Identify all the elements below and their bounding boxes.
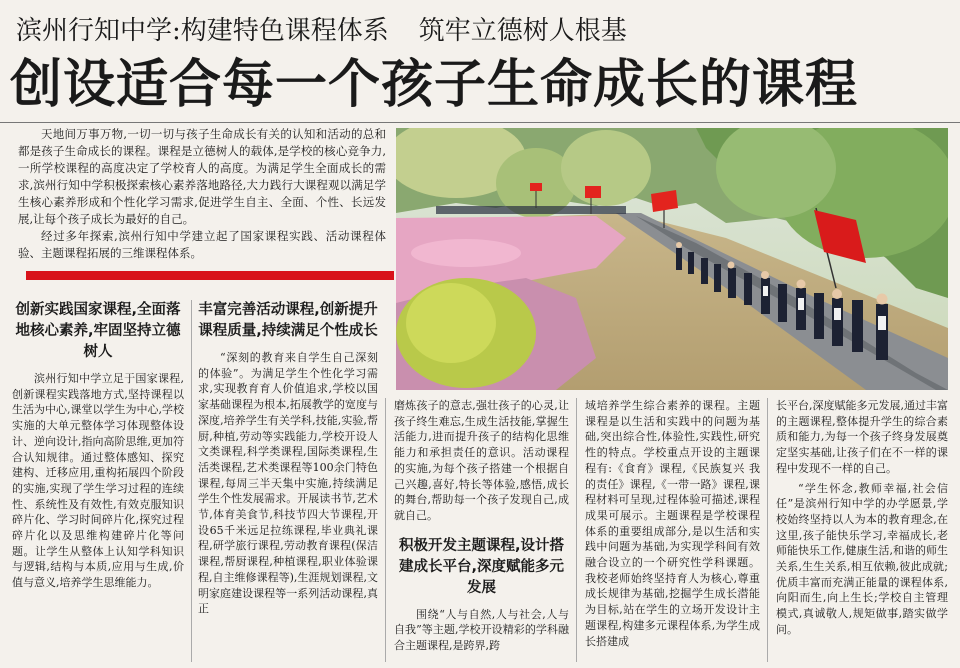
column-divider (767, 398, 768, 662)
column-4 (585, 398, 760, 649)
headline: 创设适合每一个孩子生命成长的课程 (10, 54, 859, 115)
column-divider (576, 398, 577, 662)
column-3-body-bottom: 围绕“人与自然,人与社会,人与自我”等主题,学校开设精彩的学科融合主题课程,是跨界,跨 (394, 607, 569, 653)
section-heading-theme: 积极开发主题课程,设计搭建成长平台,深度赋能多元发展 (398, 537, 564, 596)
red-accent-bar (26, 271, 394, 280)
column-1 (12, 296, 184, 591)
column-5-paragraph-2: “学生怀念,教师幸福,社会信任”是滨州行知中学的办学愿景,学校始终坚持以人为本的教育理念,在这里,孩子能快乐学习,幸福成长,老师能快乐工作,健康生活,和谐的师生关系,生生关系,相互依赖,彼此成就;优质丰富而充满正能量的课程体系,向阳而生,向上生长;学校自主管理模式,真诚敬人,规矩做事,踏实做学问。 (776, 481, 948, 636)
intro-paragraph-2: 经过多年探索,滨州行知中学建立起了国家课程实践、活动课程体验、主题课程拓展的三维课程体系。 (18, 229, 386, 260)
kicker (16, 14, 946, 48)
column-3 (394, 398, 569, 654)
section-heading-national: 创新实践国家课程,全面落地核心素养,牢固坚持立德树人 (15, 302, 181, 360)
column-5-paragraph-1: 长平台,深度赋能多元发展,通过丰富的主题课程,整体提升学生的综合素质和能力,为每一个孩子终身发展奠定坚实基础,让孩子们在不一样的课程中发现不一样的自己。 (776, 399, 948, 475)
column-2 (198, 296, 378, 617)
kicker-part1: 滨州行知中学:构建特色课程体系 (16, 16, 389, 46)
column-5 (776, 398, 948, 638)
column-1-body: 滨州行知中学立足于国家课程,创新课程实践落地方式,坚持课程以生活为中心,课堂以学生为中心,学校实施的大单元整体学习体现整体设计、逆向设计,指向高阶思维,更加符合认知规律。通过整体感知、探究建构、迁移应用,重构拓展四个阶段的实施,实现了学生学习过程的连续性、系统性及有效性,有效克服知识碎片化、学习时间碎片化,探究过程碎片化以及思维构建碎片化等问题。让学生从整体上认知学科知识与逻辑,结构与本质,应用与生成,价值与意义,培养学生思维能力。 (12, 372, 184, 590)
column-3-body-top: 磨炼孩子的意志,强壮孩子的心灵,让孩子终生难忘,生成生活技能,掌握生活能力,进而提升孩子的结构化思维能力和承担责任的意识。活动课程的实施,为每个孩子搭建一个根据自己兴趣,喜好,特长等体验,感悟,成长的舞台,帮助每一个孩子发现自己,成就自己。 (394, 399, 569, 522)
column-divider (191, 300, 192, 662)
hiking-photo (396, 128, 948, 390)
section-heading-activity: 丰富完善活动课程,创新提升课程质量,持续满足个性成长 (198, 302, 378, 339)
column-divider (385, 398, 386, 662)
column-4-body: 域培养学生综合素养的课程。主题课程是以生活和实践中的问题为基础,突出综合性,体验性,实践性,研究性的特点。学校重点开设的主题课程有:《食育》课程,《民族复兴 我的责任》课程,《一带一路》课程,课程材料可呈现,过程体验可描述,课程成果可展示。主题课程是学校课程体系的重要组成部分,是以生活和实践中问题为基础,为实现学科间有效融合设立的一个研究性学科课题。我校老师始终坚持育人为核心,尊重成长规律为基础,挖掘学生成长潜能为目标,站在学生的立场开发设计主题课程,构建多元课程体系,为学生成长搭建成 (585, 399, 760, 648)
header-divider (0, 122, 960, 123)
kicker-part2: 筑牢立德树人根基 (418, 16, 627, 46)
intro-paragraph-1: 天地间万事万物,一切一切与孩子生命成长有关的认知和活动的总和都是孩子生命成长的课程。课程是立德树人的载体,是学校的核心竞争力,一所学校课程的高度决定了学校育人的高度。为满足学生全面成长的需求,滨州行知中学积极探索核心素养落地路径,大力践行大课程观以满足学生核心素养形成和个性化学习需求,促进学生自主、全面、个性、长远发展,让每个孩子成长为最好的自己。 (18, 127, 386, 226)
intro-section (18, 126, 386, 262)
photo-illustration (396, 128, 948, 390)
column-2-body: “深刻的教育来自学生自己深刻的体验”。为满足学生个性化学习需求,实现教育育人价值追求,学校以国家基础课程为根本,拓展教学的宽度与深度,培养学生有关学科,技能,实验,帮厨,种植,劳动等实践能力,学校开设人文类课程,科学类课程,国际类课程,生活类课程,艺术类课程等100余门特色课程,每周三半天集中实施,持续满足学生个性发展需求。开展读书节,艺术节,体育美食节,科技节四大节课程,开设65千米远足拉练课程,毕业典礼课程,研学旅行课程,劳动教育课程(保洁课程,帮厨课程,种植课程,职业体验课程,自主维修课程等),生涯规划课程,文明家庭建设课程等一系列活动课程,真正 (198, 351, 378, 616)
